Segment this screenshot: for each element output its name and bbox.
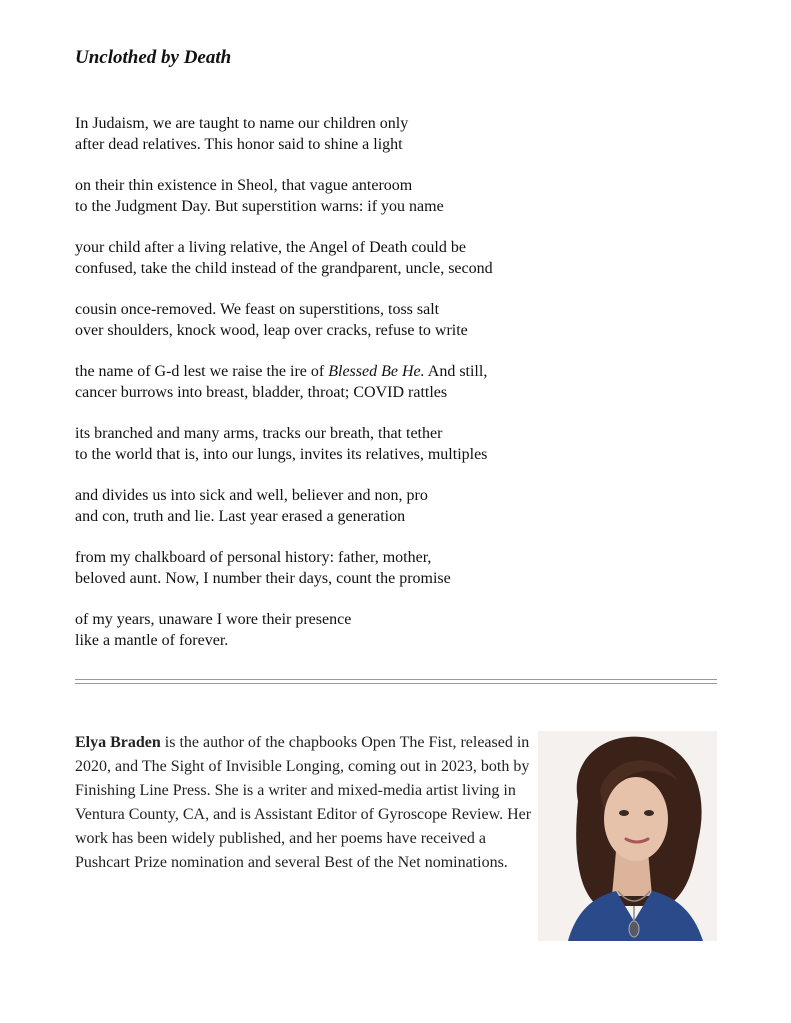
stanza (75, 237, 715, 279)
poem-line: to the Judgment Day. But superstition warns: if you name (75, 198, 444, 215)
poem-line: and divides us into sick and well, believer and non, pro (75, 487, 428, 504)
poem-line: its branched and many arms, tracks our breath, that tether (75, 425, 443, 442)
poem-line-italic: Blessed Be He. (328, 363, 425, 380)
poem-line: on their thin existence in Sheol, that vague anteroom (75, 177, 413, 194)
stanza (75, 423, 715, 465)
stanza (75, 299, 715, 341)
poem-line: after dead relatives. This honor said to shine a light (75, 136, 403, 153)
author-bio (75, 731, 545, 875)
poem-line: to the world that is, into our lungs, invites its relatives, multiples (75, 446, 488, 463)
poem-title: Unclothed by Death (75, 47, 232, 68)
stanza (75, 113, 715, 155)
poem-line: from my chalkboard of personal history: father, mother, (75, 549, 432, 566)
poem-line-text: the name of G-d lest we raise the ire of (75, 363, 329, 380)
poem-line: your child after a living relative, the Angel of Death could be (75, 239, 466, 256)
section-divider (75, 679, 717, 684)
author-photo (538, 731, 717, 941)
stanza (75, 361, 715, 403)
poem-line: beloved aunt. Now, I number their days, count the promise (75, 570, 451, 587)
stanza (75, 609, 715, 651)
author-name: Elya Braden (75, 734, 161, 751)
author-bio-text: is the author of the chapbooks Open The Fist, released in 2020, and The Sight of Invisible Longing, coming out in 2023, both by Finishing Line Press. She is a writer and mixed-media artist living in Ventura County, CA, and is Assistant Editor of Gyroscope Review. Her work has been widely published, and her poems have received a Pushcart Prize nomination and several Best of the Net nominations. (75, 734, 532, 871)
poem-body (75, 113, 715, 671)
poem-line: like a mantle of forever. (75, 632, 229, 649)
stanza (75, 485, 715, 527)
stanza (75, 175, 715, 217)
poem-line: cousin once-removed. We feast on superstitions, toss salt (75, 301, 440, 318)
poem-line-text: And still, (424, 363, 488, 380)
stanza (75, 547, 715, 589)
poem-line: over shoulders, knock wood, leap over cracks, refuse to write (75, 322, 468, 339)
poem-line (75, 361, 715, 382)
poem-line: confused, take the child instead of the grandparent, uncle, second (75, 260, 493, 277)
poem-line: cancer burrows into breast, bladder, throat; COVID rattles (75, 384, 448, 401)
poem-line: of my years, unaware I wore their presence (75, 611, 352, 628)
poem-line: In Judaism, we are taught to name our children only (75, 115, 409, 132)
poem-line: and con, truth and lie. Last year erased a generation (75, 508, 406, 525)
